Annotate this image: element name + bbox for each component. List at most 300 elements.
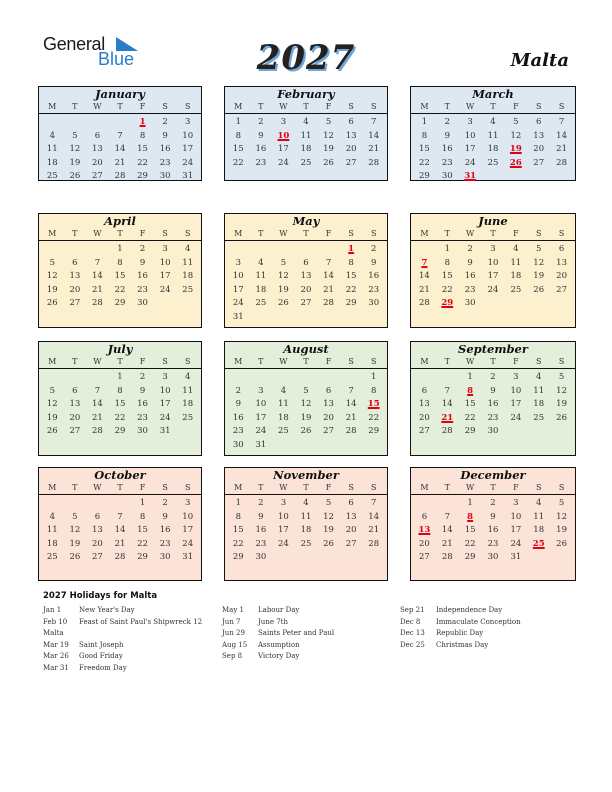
- weekday-label: T: [490, 357, 496, 366]
- day-cell: 12: [278, 271, 289, 282]
- day-cell: 12: [69, 144, 81, 155]
- day-cell: 10: [510, 511, 522, 522]
- weekday-label: S: [348, 483, 354, 492]
- day-cell: 16: [137, 271, 148, 282]
- day-cell: 27: [533, 157, 545, 168]
- holiday-day-cell: 31: [464, 171, 477, 182]
- weekday-label: T: [258, 357, 264, 366]
- weekday-label: F: [139, 102, 146, 111]
- day-cell: 18: [487, 144, 499, 155]
- empty-cell: [41, 242, 64, 256]
- day-cell: 24: [182, 538, 194, 549]
- day-cell: 8: [444, 257, 450, 268]
- day-cell: 30: [137, 298, 148, 309]
- empty-cell: [227, 370, 250, 384]
- holiday-item: [222, 640, 334, 652]
- day-cell: 2: [258, 498, 264, 508]
- day-cell: 7: [94, 385, 101, 396]
- day-cell: 31: [255, 439, 267, 450]
- weekday-label: S: [162, 229, 168, 238]
- day-cell: 28: [114, 552, 126, 563]
- day-cell: 4: [303, 498, 309, 508]
- weekday-label: T: [117, 102, 123, 111]
- day-cell: 17: [510, 399, 522, 410]
- day-cell: 9: [162, 511, 168, 522]
- empty-cell: [86, 242, 109, 256]
- holiday-item: [222, 651, 334, 663]
- holiday-name: Good Friday: [79, 652, 123, 661]
- empty-cell: [413, 496, 436, 510]
- day-cell: 30: [487, 426, 499, 437]
- weekday-label: W: [93, 483, 102, 492]
- day-cell: 10: [159, 257, 171, 268]
- weekday-label: W: [466, 483, 475, 492]
- weekday-label: S: [558, 483, 565, 492]
- weekday-label: F: [325, 357, 332, 366]
- day-cell: 2: [139, 244, 146, 254]
- day-cell: 25: [182, 412, 194, 423]
- weekday-label: T: [444, 102, 450, 111]
- day-cell: 13: [92, 144, 103, 155]
- day-cell: 29: [419, 171, 430, 182]
- day-cell: 29: [464, 552, 476, 563]
- day-cell: 6: [94, 130, 101, 141]
- holiday-date: Mar 31: [43, 663, 69, 672]
- holiday-date: Mar 26: [43, 652, 69, 661]
- day-cell: 6: [421, 385, 428, 396]
- day-cell: 20: [556, 271, 567, 282]
- empty-cell: [41, 370, 64, 384]
- day-cell: 3: [280, 498, 287, 508]
- holiday-name: Freedom Day: [79, 663, 127, 672]
- empty-cell: [317, 370, 340, 384]
- day-cell: 11: [278, 399, 289, 410]
- empty-cell: [64, 370, 87, 384]
- weekday-label: M: [234, 102, 243, 111]
- month-december: [410, 467, 576, 581]
- day-cell: 25: [533, 412, 545, 423]
- weekday-label: T: [72, 483, 78, 492]
- day-cell: 2: [139, 372, 146, 382]
- day-cell: 23: [255, 538, 267, 549]
- day-cell: 7: [444, 385, 450, 396]
- holiday-name: Assumption: [258, 640, 300, 649]
- day-cell: 24: [159, 284, 171, 295]
- day-cell: 16: [464, 271, 476, 282]
- day-cell: 16: [159, 144, 171, 155]
- holiday-date: Feb 10: [43, 617, 68, 626]
- day-cell: 21: [556, 144, 567, 155]
- day-cell: 6: [421, 511, 428, 522]
- day-cell: 6: [72, 257, 78, 268]
- day-cell: 26: [69, 171, 81, 182]
- day-cell: 25: [255, 298, 267, 309]
- day-cell: 6: [348, 498, 354, 508]
- day-cell: 9: [139, 257, 146, 268]
- day-cell: 26: [323, 538, 334, 549]
- day-cell: 14: [441, 399, 453, 410]
- holiday-name: Saints Peter and Paul: [258, 629, 335, 638]
- day-cell: 3: [513, 498, 519, 508]
- day-cell: 2: [258, 117, 264, 127]
- month-title: November: [273, 468, 339, 482]
- day-cell: 13: [345, 130, 357, 141]
- day-cell: 18: [533, 399, 545, 410]
- holiday-day-cell: 13: [418, 525, 431, 536]
- day-cell: 17: [510, 525, 522, 536]
- weekday-label: F: [139, 229, 146, 238]
- day-cell: 24: [510, 538, 522, 549]
- weekday-label: S: [348, 102, 354, 111]
- day-cell: 6: [348, 117, 354, 127]
- day-cell: 11: [255, 271, 267, 282]
- weekday-label: M: [48, 483, 57, 492]
- day-cell: 29: [232, 552, 244, 563]
- day-cell: 20: [345, 525, 357, 536]
- empty-cell: [109, 496, 132, 510]
- holidays-list: [43, 591, 583, 672]
- day-cell: 17: [278, 525, 289, 536]
- day-cell: 11: [533, 385, 545, 396]
- day-cell: 30: [487, 552, 499, 563]
- day-cell: 3: [467, 117, 473, 127]
- day-cell: 14: [114, 525, 126, 536]
- day-cell: 20: [92, 538, 103, 549]
- day-cell: 5: [536, 244, 542, 254]
- holiday-item: [400, 640, 521, 652]
- day-cell: 7: [370, 498, 377, 508]
- weekday-label: T: [303, 357, 309, 366]
- weekday-label: S: [558, 357, 565, 366]
- weekday-header: [225, 482, 387, 495]
- empty-cell: [436, 370, 459, 384]
- month-june: [410, 213, 576, 328]
- holiday-name: June 7th: [258, 617, 288, 626]
- day-cell: 8: [235, 130, 241, 141]
- weekday-label: W: [279, 102, 288, 111]
- weekday-label: S: [162, 483, 168, 492]
- day-cell: 12: [556, 511, 567, 522]
- weekday-label: T: [258, 229, 264, 238]
- day-cell: 23: [255, 157, 267, 168]
- day-cell: 4: [303, 117, 309, 127]
- day-cell: 11: [182, 257, 194, 268]
- holiday-day-cell: 19: [509, 144, 522, 155]
- day-cell: 20: [92, 157, 103, 168]
- day-cell: 11: [300, 130, 312, 141]
- day-cell: 5: [558, 372, 565, 382]
- day-cell: 20: [300, 284, 312, 295]
- day-grid: [39, 495, 201, 564]
- empty-cell: [86, 496, 109, 510]
- day-cell: 17: [255, 412, 267, 423]
- empty-cell: [413, 370, 436, 384]
- day-cell: 11: [46, 525, 58, 536]
- day-cell: 8: [235, 511, 241, 522]
- day-cell: 25: [487, 157, 499, 168]
- day-cell: 16: [232, 412, 244, 423]
- day-cell: 26: [323, 157, 334, 168]
- day-cell: 4: [490, 117, 496, 127]
- day-cell: 13: [92, 525, 103, 536]
- day-cell: 27: [419, 552, 430, 563]
- day-cell: 16: [368, 271, 380, 282]
- weekday-label: M: [48, 102, 57, 111]
- holiday-name: Feast of Saint Paul's Shipwreck 12: [79, 617, 203, 626]
- day-cell: 15: [464, 399, 476, 410]
- weekday-header: [411, 356, 575, 369]
- day-cell: 28: [114, 171, 126, 182]
- day-cell: 27: [345, 538, 357, 549]
- holiday-item: [43, 628, 202, 640]
- day-cell: 23: [159, 157, 171, 168]
- day-cell: 29: [114, 298, 126, 309]
- day-cell: 8: [421, 130, 428, 141]
- month-november: [224, 467, 388, 581]
- day-cell: 4: [258, 257, 264, 268]
- day-cell: 6: [325, 385, 332, 396]
- day-cell: 17: [182, 525, 194, 536]
- weekday-header: [225, 356, 387, 369]
- logo-blue-text: Blue: [98, 49, 135, 69]
- day-cell: 8: [139, 130, 146, 141]
- day-cell: 2: [370, 244, 377, 254]
- empty-cell: [250, 370, 273, 384]
- weekday-label: S: [535, 483, 542, 492]
- day-cell: 4: [536, 498, 542, 508]
- day-cell: 26: [533, 284, 545, 295]
- weekday-label: S: [162, 102, 168, 111]
- weekday-label: F: [513, 357, 519, 366]
- holiday-item: [43, 640, 202, 652]
- logo-general-text: General: [43, 34, 105, 54]
- weekday-label: S: [184, 357, 191, 366]
- weekday-label: S: [370, 483, 377, 492]
- month-title: March: [472, 87, 514, 101]
- day-cell: 5: [558, 498, 565, 508]
- holiday-date: Jan 1: [43, 606, 62, 614]
- day-cell: 6: [72, 385, 78, 396]
- day-cell: 9: [258, 511, 264, 522]
- day-cell: 15: [232, 525, 244, 536]
- day-cell: 28: [419, 298, 430, 309]
- weekday-label: T: [490, 483, 496, 492]
- weekday-label: T: [303, 102, 309, 111]
- day-cell: 5: [325, 498, 332, 508]
- day-cell: 11: [46, 144, 58, 155]
- day-cell: 28: [556, 157, 567, 168]
- day-cell: 19: [300, 412, 312, 423]
- day-cell: 28: [323, 298, 334, 309]
- holiday-day-cell: 29: [441, 298, 454, 309]
- holiday-date: Dec 25: [400, 640, 425, 649]
- day-cell: 14: [92, 399, 103, 410]
- day-cell: 26: [46, 298, 58, 309]
- weekday-label: T: [444, 229, 450, 238]
- holiday-date: Mar 19: [43, 640, 69, 649]
- day-grid: [411, 369, 575, 438]
- day-cell: 12: [556, 385, 567, 396]
- month-title: July: [107, 342, 133, 356]
- month-april: [38, 213, 202, 328]
- day-cell: 24: [510, 412, 522, 423]
- day-cell: 19: [69, 538, 81, 549]
- day-cell: 3: [235, 257, 241, 268]
- day-cell: 23: [232, 426, 244, 437]
- day-cell: 23: [159, 538, 171, 549]
- weekday-label: S: [348, 229, 354, 238]
- day-cell: 30: [441, 171, 453, 182]
- weekday-label: S: [370, 229, 377, 238]
- day-cell: 7: [558, 117, 565, 127]
- day-cell: 17: [278, 144, 289, 155]
- day-cell: 21: [323, 284, 334, 295]
- day-cell: 10: [278, 511, 289, 522]
- weekday-label: T: [117, 357, 123, 366]
- day-cell: 28: [368, 538, 380, 549]
- day-cell: 21: [368, 525, 380, 536]
- day-cell: 2: [162, 498, 168, 508]
- month-july: [38, 341, 202, 456]
- empty-cell: [64, 242, 87, 256]
- day-cell: 5: [49, 385, 55, 396]
- day-cell: 2: [444, 117, 450, 127]
- day-cell: 5: [280, 257, 287, 268]
- day-cell: 31: [232, 311, 244, 322]
- day-cell: 19: [46, 284, 58, 295]
- weekday-label: F: [513, 229, 519, 238]
- holiday-item: [222, 628, 334, 640]
- day-cell: 9: [467, 257, 473, 268]
- weekday-label: F: [513, 102, 519, 111]
- day-cell: 29: [345, 298, 357, 309]
- day-cell: 7: [117, 511, 123, 522]
- weekday-label: S: [370, 102, 377, 111]
- holiday-date: Aug 15: [222, 640, 248, 649]
- day-cell: 13: [69, 399, 81, 410]
- day-cell: 15: [137, 144, 148, 155]
- weekday-header: [225, 228, 387, 241]
- weekday-label: T: [258, 483, 264, 492]
- day-cell: 10: [487, 257, 499, 268]
- day-cell: 17: [232, 284, 244, 295]
- day-cell: 15: [114, 271, 126, 282]
- day-cell: 4: [280, 385, 287, 396]
- day-cell: 12: [46, 399, 58, 410]
- holiday-date: Malta: [43, 629, 64, 638]
- day-cell: 22: [441, 284, 453, 295]
- day-cell: 15: [114, 399, 126, 410]
- holiday-day-cell: 7: [421, 257, 428, 268]
- day-cell: 30: [255, 552, 267, 563]
- weekday-header: [39, 482, 201, 495]
- weekday-label: M: [420, 483, 429, 492]
- weekday-label: W: [279, 357, 288, 366]
- weekday-label: M: [234, 357, 243, 366]
- day-cell: 23: [441, 157, 453, 168]
- day-cell: 16: [159, 525, 171, 536]
- day-cell: 20: [345, 144, 357, 155]
- holiday-day-cell: 8: [467, 385, 474, 396]
- day-cell: 18: [255, 284, 267, 295]
- weekday-label: S: [370, 357, 377, 366]
- day-cell: 22: [464, 412, 476, 423]
- day-cell: 27: [323, 426, 334, 437]
- day-cell: 21: [114, 157, 126, 168]
- holiday-column: [400, 605, 521, 651]
- day-cell: 14: [441, 525, 453, 536]
- empty-cell: [272, 242, 295, 256]
- day-grid: [411, 495, 575, 564]
- empty-cell: [86, 115, 109, 129]
- weekday-label: M: [420, 102, 429, 111]
- day-cell: 25: [46, 552, 58, 563]
- month-title: May: [292, 214, 320, 228]
- day-cell: 31: [182, 171, 194, 182]
- day-grid: [411, 241, 575, 310]
- day-cell: 27: [419, 426, 430, 437]
- month-february: [224, 86, 388, 181]
- day-cell: 26: [278, 298, 289, 309]
- day-cell: 24: [159, 412, 171, 423]
- day-cell: 10: [232, 271, 244, 282]
- day-cell: 22: [419, 157, 430, 168]
- day-cell: 12: [300, 399, 312, 410]
- country-name: Malta: [510, 50, 569, 71]
- day-cell: 4: [184, 372, 191, 382]
- day-cell: 16: [137, 399, 148, 410]
- day-cell: 5: [303, 385, 309, 396]
- day-cell: 14: [323, 271, 334, 282]
- day-cell: 5: [513, 117, 519, 127]
- weekday-label: W: [93, 102, 102, 111]
- weekday-label: F: [139, 483, 146, 492]
- empty-cell: [436, 496, 459, 510]
- day-cell: 4: [184, 244, 191, 254]
- day-cell: 27: [92, 552, 103, 563]
- day-cell: 17: [159, 271, 171, 282]
- weekday-header: [411, 482, 575, 495]
- weekday-label: S: [558, 229, 565, 238]
- day-cell: 18: [182, 399, 194, 410]
- day-cell: 23: [487, 412, 499, 423]
- day-cell: 29: [137, 171, 148, 182]
- day-cell: 28: [92, 298, 103, 309]
- day-cell: 22: [137, 538, 148, 549]
- holiday-item: [222, 617, 334, 629]
- day-cell: 3: [513, 372, 519, 382]
- day-cell: 23: [368, 284, 380, 295]
- month-august: [224, 341, 388, 456]
- weekday-label: S: [535, 229, 542, 238]
- day-cell: 21: [92, 412, 103, 423]
- empty-cell: [64, 496, 87, 510]
- weekday-label: M: [420, 229, 429, 238]
- empty-cell: [317, 242, 340, 256]
- day-cell: 20: [533, 144, 545, 155]
- day-cell: 14: [368, 130, 380, 141]
- day-cell: 19: [46, 412, 58, 423]
- day-cell: 29: [368, 426, 380, 437]
- month-march: [410, 86, 576, 181]
- day-cell: 13: [323, 399, 334, 410]
- day-cell: 10: [255, 399, 267, 410]
- day-cell: 18: [46, 538, 58, 549]
- day-cell: 13: [69, 271, 81, 282]
- day-cell: 25: [510, 284, 522, 295]
- day-cell: 28: [345, 426, 357, 437]
- day-cell: 2: [490, 372, 496, 382]
